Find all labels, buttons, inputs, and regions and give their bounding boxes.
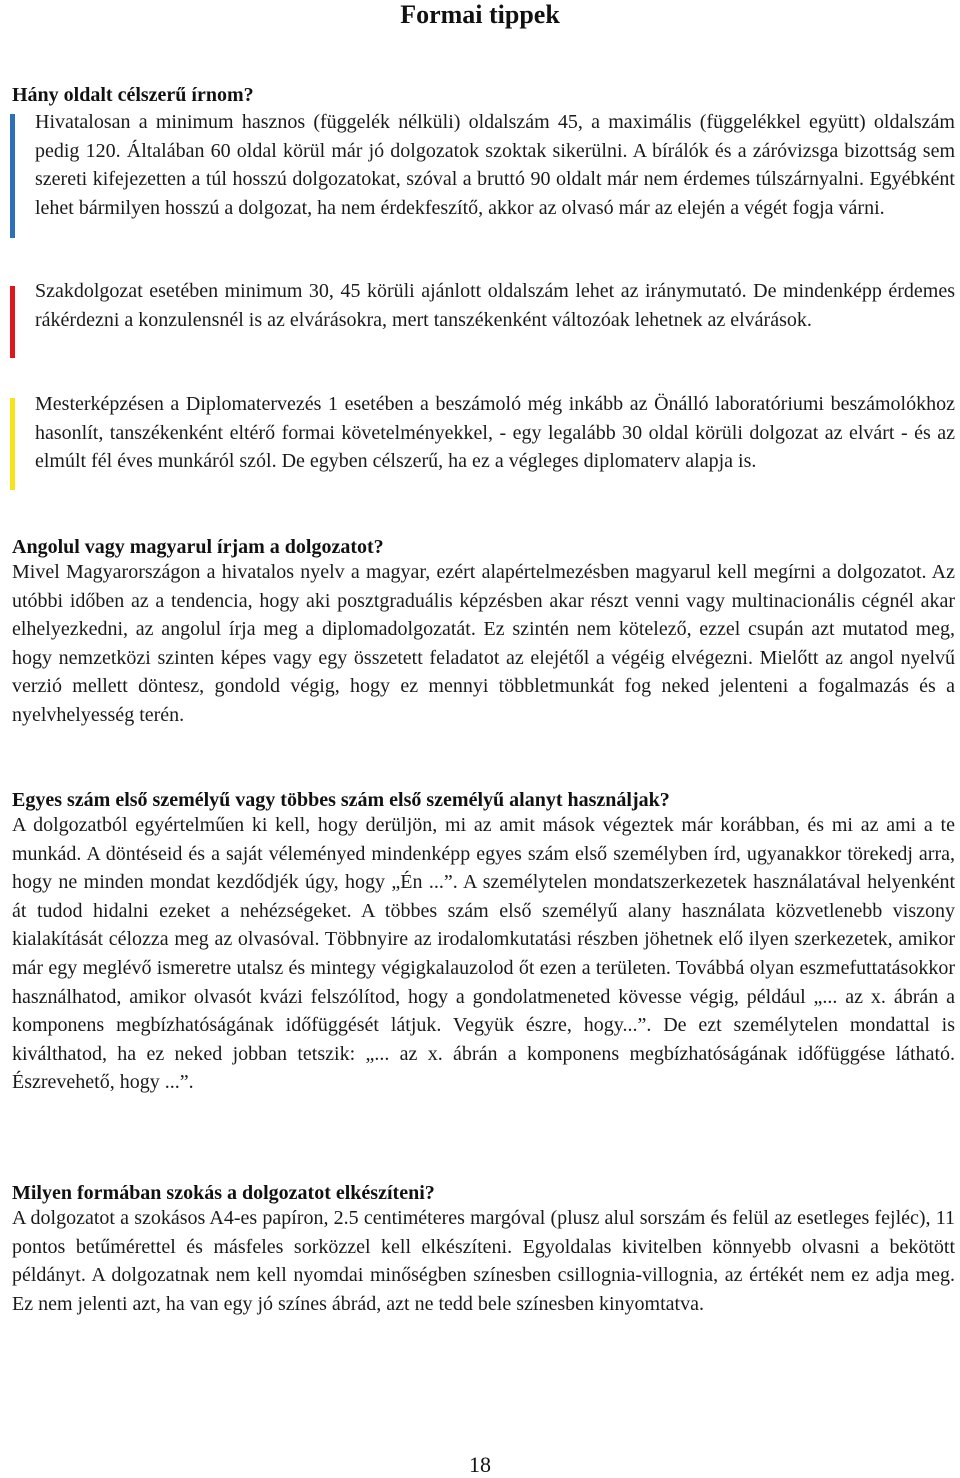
paragraph-thesis-page-count: Szakdolgozat esetében minimum 30, 45 körüli ajánlott oldalszám lehet az iránymutató. De mindenképp érdemes rákérdezni a konzulensnél is az elvárásokra, mert tanszékenként változóak lehetnek az elvárások. [35, 280, 955, 331]
paragraph-masters-page-count: Mesterképzésen a Diplomatervezés 1 esetében a beszámoló még inkább az Önálló laboratóriumi beszámolókhoz hasonlít, tanszékenként eltérő formai követelményekkel, - egy legalább 30 oldal körüli dolgozat az elvárt - és az elmúlt fél éves munkáról szól. De egyben célszerű, ha ez a végleges diplomaterv alapja is. [35, 393, 955, 473]
paragraph-format: A dolgozatot a szokásos A4-es papíron, 2.5 centiméteres margóval (plusz alul sorszám és felül az esetleges fejléc), 11 pontos betűmérettel és másfeles sorközzel kell elkészíteni. Egyoldalas kivitelben könnyebb olvasni a bekötött példányt. A dolgozatnak nem kell nyomdai minőségben színesben csillognia-villognia, az értékét nem ez adja meg. Ez nem jelenti azt, ha van egy jó színes ábrád, azt ne tedd bele színesben kinyomtatva. [12, 1207, 955, 1315]
page-title: Formai tippek [400, 0, 560, 29]
section-heading-person: Egyes szám első személyű vagy többes szám első személyű alanyt használjak? [12, 789, 670, 811]
red-margin-bar [10, 286, 15, 358]
paragraph-language: Mivel Magyarországon a hivatalos nyelv a magyar, ezért alapértelmezésben magyarul kell megírni a dolgozatot. Az utóbbi időben az a tendencia, hogy aki posztgraduális képzésben akar részt venni vagy multinacionális cégnél akar elhelyezkedni, az angolul írja meg a diplomadolgozatát. Ez szintén nem kötelező, ezzel csupán azt mutatod meg, hogy nemzetközi szinten képes vagy egy összetett feladatot az elejétől a végéig elvégezni. Mielőtt az angol nyelvű verzió mellett döntesz, gondold végig, hogy ez mennyi többletmunkát fog neked jelenteni a fogalmazás és a nyelvhelyesség terén. [12, 561, 955, 726]
paragraph-person: A dolgozatból egyértelműen ki kell, hogy derüljön, mi az amit mások végeztek már korábban, és mi az ami a te munkád. A döntéseid és a saját véleményed mindenképp egyes szám első személyben írd, ugyanakkor törekedj arra, hogy ne minden mondat kezdődjék úgy, hogy „Én ...”. A személytelen mondatszerkezetek használatával helyenként át tudod hidalni ezeket a nehézségeket. A többes szám első személyű alany használata közvetlenebb viszony kialakítását célozza meg az olvasóval. Többnyire az irodalomkutatási részben jöhetnek elő ilyen szerkezetek, amikor már egy meglévő ismeretre utalsz és mintegy végigkalauzolod őt ezen a területen. Továbbá olyan eszmefuttatásokkor használhatod, amikor olvasót kvázi felszólítod, hogy a gondolatmeneted kövesse végig, például „... az x. ábrán a komponens megbízhatóságának időfüggését látjuk. Vegyük észre, hogy...”. De ezt személytelen mondattal is kiválthatod, ha ez neked jobban tetszik: „... az x. ábrán a komponens megbízhatóságának időfüggése látható. Észrevehető, hogy ...”. [12, 814, 955, 1094]
paragraph-official-page-count: Hivatalosan a minimum hasznos (függelék nélküli) oldalszám 45, a maximális (függelékkel együtt) oldalszám pedig 120. Általában 60 oldal körül már jó dolgozatok szoktak sikerülni. A bírálók és a záróvizsga bizottság sem szereti kifejezetten a túl hosszú dolgozatokat, szóval a bruttó 90 oldalt már nem érdemes túlszárnyalni. Egyébként lehet bármilyen hosszú a dolgozat, ha nem érdekfeszítő, akkor az olvasó már az elején a végét fogja várni. [35, 111, 955, 219]
section-heading-page-count: Hány oldalt célszerű írnom? [12, 84, 254, 106]
blue-margin-bar [10, 114, 15, 238]
page-number: 18 [469, 1452, 491, 1477]
section-heading-language: Angolul vagy magyarul írjam a dolgozatot? [12, 536, 384, 558]
yellow-margin-bar [10, 398, 15, 490]
section-heading-format: Milyen formában szokás a dolgozatot elkészíteni? [12, 1182, 435, 1204]
